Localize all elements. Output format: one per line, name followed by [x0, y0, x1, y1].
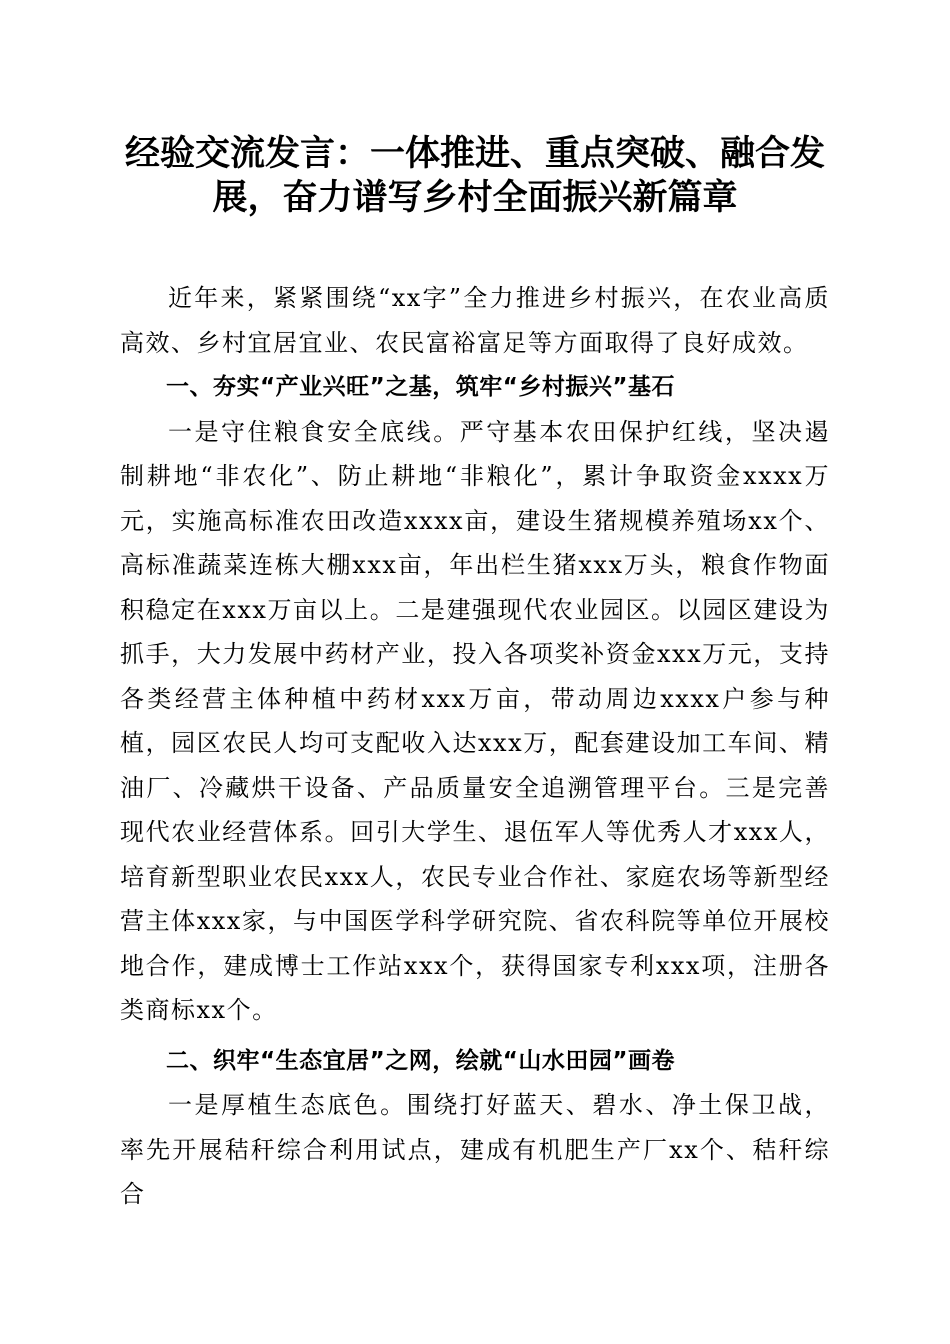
section-1-body: 一是守住粮食安全底线。严守基本农田保护红线，坚决遏制耕地“非农化”、防止耕地“非粮化”，累计争取资金xxxx万元，实施高标准农田改造xxxx亩，建设生猪规模养殖场xx个、高标准蔬菜连栋大棚xxx亩，年出栏生猪xxx万头，粮食作物面积稳定在xxx万亩以上。二是建强现代农业园区。以园区建设为抓手，大力发展中药材产业，投入各项奖补资金xxx万元，支持各类经营主体种植中药材xxx万亩，带动周边xxxx户参与种植，园区农民人均可支配收入达xxx万，配套建设加工车间、精油厂、冷藏烘干设备、产品质量安全追溯管理平台。三是完善现代农业经营体系。回引大学生、退伍军人等优秀人才xxx人，培育新型职业农民xxx人，农民专业合作社、家庭农场等新型经营主体xxx家，与中国医学科学研究院、省农科院等单位开展校地合作，建成博士工作站xxx个，获得国家专利xxx项，注册各类商标xx个。 [120, 417, 830, 1024]
section-2-heading: 二、织牢“生态宜居”之网，绘就“山水田园”画卷 [166, 1047, 675, 1074]
section-2-body: 一是厚植生态底色。围绕打好蓝天、碧水、净土保卫战，率先开展秸秆综合利用试点，建成有机肥生产厂xx个、秸秆综合 [120, 1091, 830, 1208]
title-line-2: 展，奋力谱写乡村全面振兴新篇章 [212, 178, 738, 218]
title-line-1: 经验交流发言：一体推进、重点突破、融合发 [124, 134, 825, 174]
section-1-heading: 一、夯实“产业兴旺”之基，筑牢“乡村振兴”基石 [166, 374, 675, 400]
intro-paragraph: 近年来，紧紧围绕“xx字”全力推进乡村振兴，在农业高质高效、乡村宜居宜业、农民富裕富足等方面取得了良好成效。 [120, 284, 830, 357]
document-title [120, 132, 830, 220]
